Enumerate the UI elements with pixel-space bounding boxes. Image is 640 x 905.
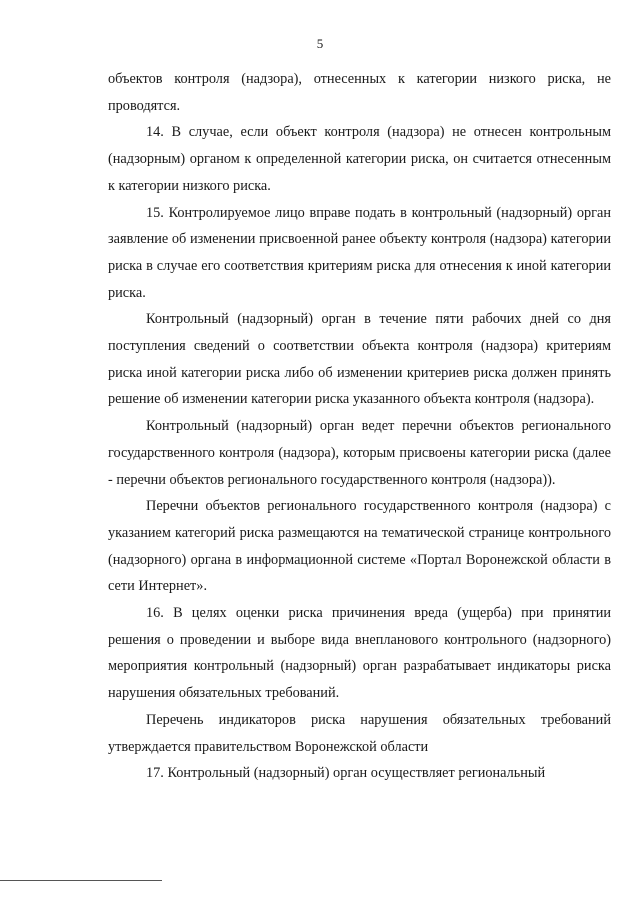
document-body [108,66,611,787]
footer-divider [0,880,162,881]
paragraph-item-15-lists: Контрольный (надзорный) орган ведет перечни объектов регионального государственного контроля (надзора), которым присвоены категории риска (далее - перечни объектов регионального государственного контроля (надзора)). [108,418,611,488]
paragraph-item-17: 17. Контрольный (надзорный) орган осуществляет региональный [146,765,546,782]
page-number: 5 [316,36,324,51]
paragraph-item-15-decision: Контрольный (надзорный) орган в течение пяти рабочих дней со дня поступления сведений о соответствии объекта контроля (надзора) критериям риска иной категории риска либо об изменении критериев риска должен принять решение об изменении категории риска указанного объекта контроля (надзора). [108,311,611,408]
paragraph-continuation: объектов контроля (надзора), отнесенных к категории низкого риска, не проводятся. [108,71,611,114]
paragraph-item-16-indicators: Перечень индикаторов риска нарушения обязательных требований утверждается правительством Воронежской области [108,711,611,755]
paragraph-item-15-publication: Перечни объектов регионального государственного контроля (надзора) с указанием категорий риска размещаются на тематической странице контрольного (надзорного) органа в информационной системе «Портал Воронежской области в сети Интернет». [108,498,611,595]
paragraph-item-14: 14. В случае, если объект контроля (надзора) не отнесен контрольным (надзорным) органом к определенной категории риска, он считается отнесенным к категории низкого риска. [108,124,611,194]
paragraph-item-15: 15. Контролируемое лицо вправе подать в контрольный (надзорный) орган заявление об изменении присвоенной ранее объекту контроля (надзора) категории риска в случае его соответствия критериям риска для отнесения к иной категории риска. [108,204,611,301]
paragraph-item-16: 16. В целях оценки риска причинения вреда (ущерба) при принятии решения о проведении и выборе вида внепланового контрольного (надзорного) мероприятия контрольный (надзорный) орган разрабатывает индикаторы риска нарушения обязательных требований. [108,605,611,702]
